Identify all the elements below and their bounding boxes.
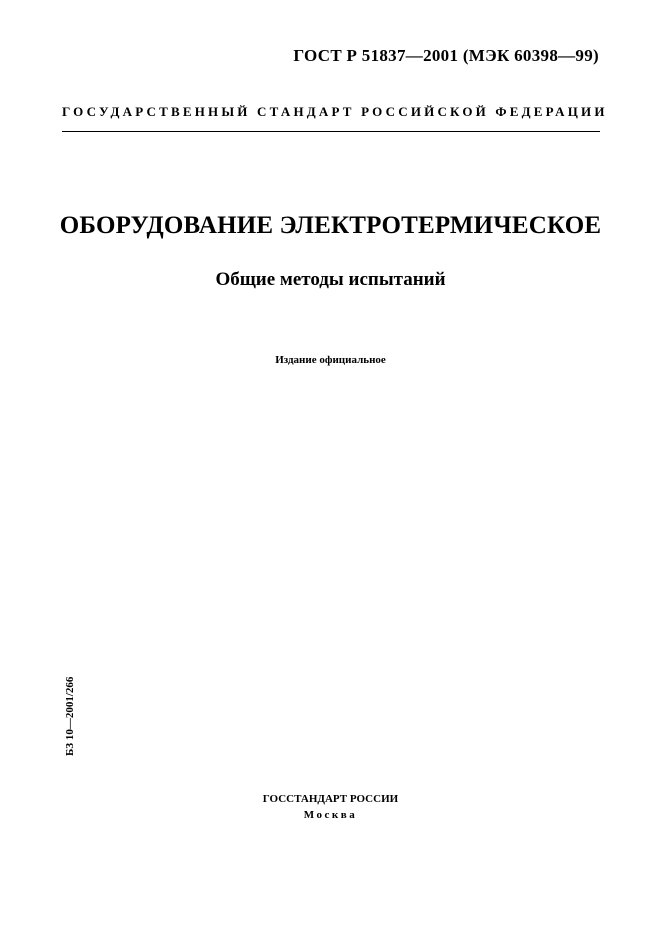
standard-header: ГОСУДАРСТВЕННЫЙ СТАНДАРТ РОССИЙСКОЙ ФЕДЕРАЦИИ bbox=[62, 104, 608, 119]
publisher-city: Москва bbox=[303, 809, 358, 821]
document-title: ОБОРУДОВАНИЕ ЭЛЕКТРОТЕРМИЧЕСКОЕ bbox=[59, 212, 602, 239]
document-subtitle: Общие методы испытаний bbox=[215, 269, 446, 290]
document-code: ГОСТ Р 51837—2001 (МЭК 60398—99) bbox=[293, 46, 599, 65]
header-divider bbox=[62, 131, 600, 132]
side-code: БЗ 10—2001/266 bbox=[64, 676, 76, 756]
publisher: ГОССТАНДАРТ РОССИИ bbox=[262, 793, 399, 805]
edition-note: Издание официальное bbox=[275, 354, 386, 366]
